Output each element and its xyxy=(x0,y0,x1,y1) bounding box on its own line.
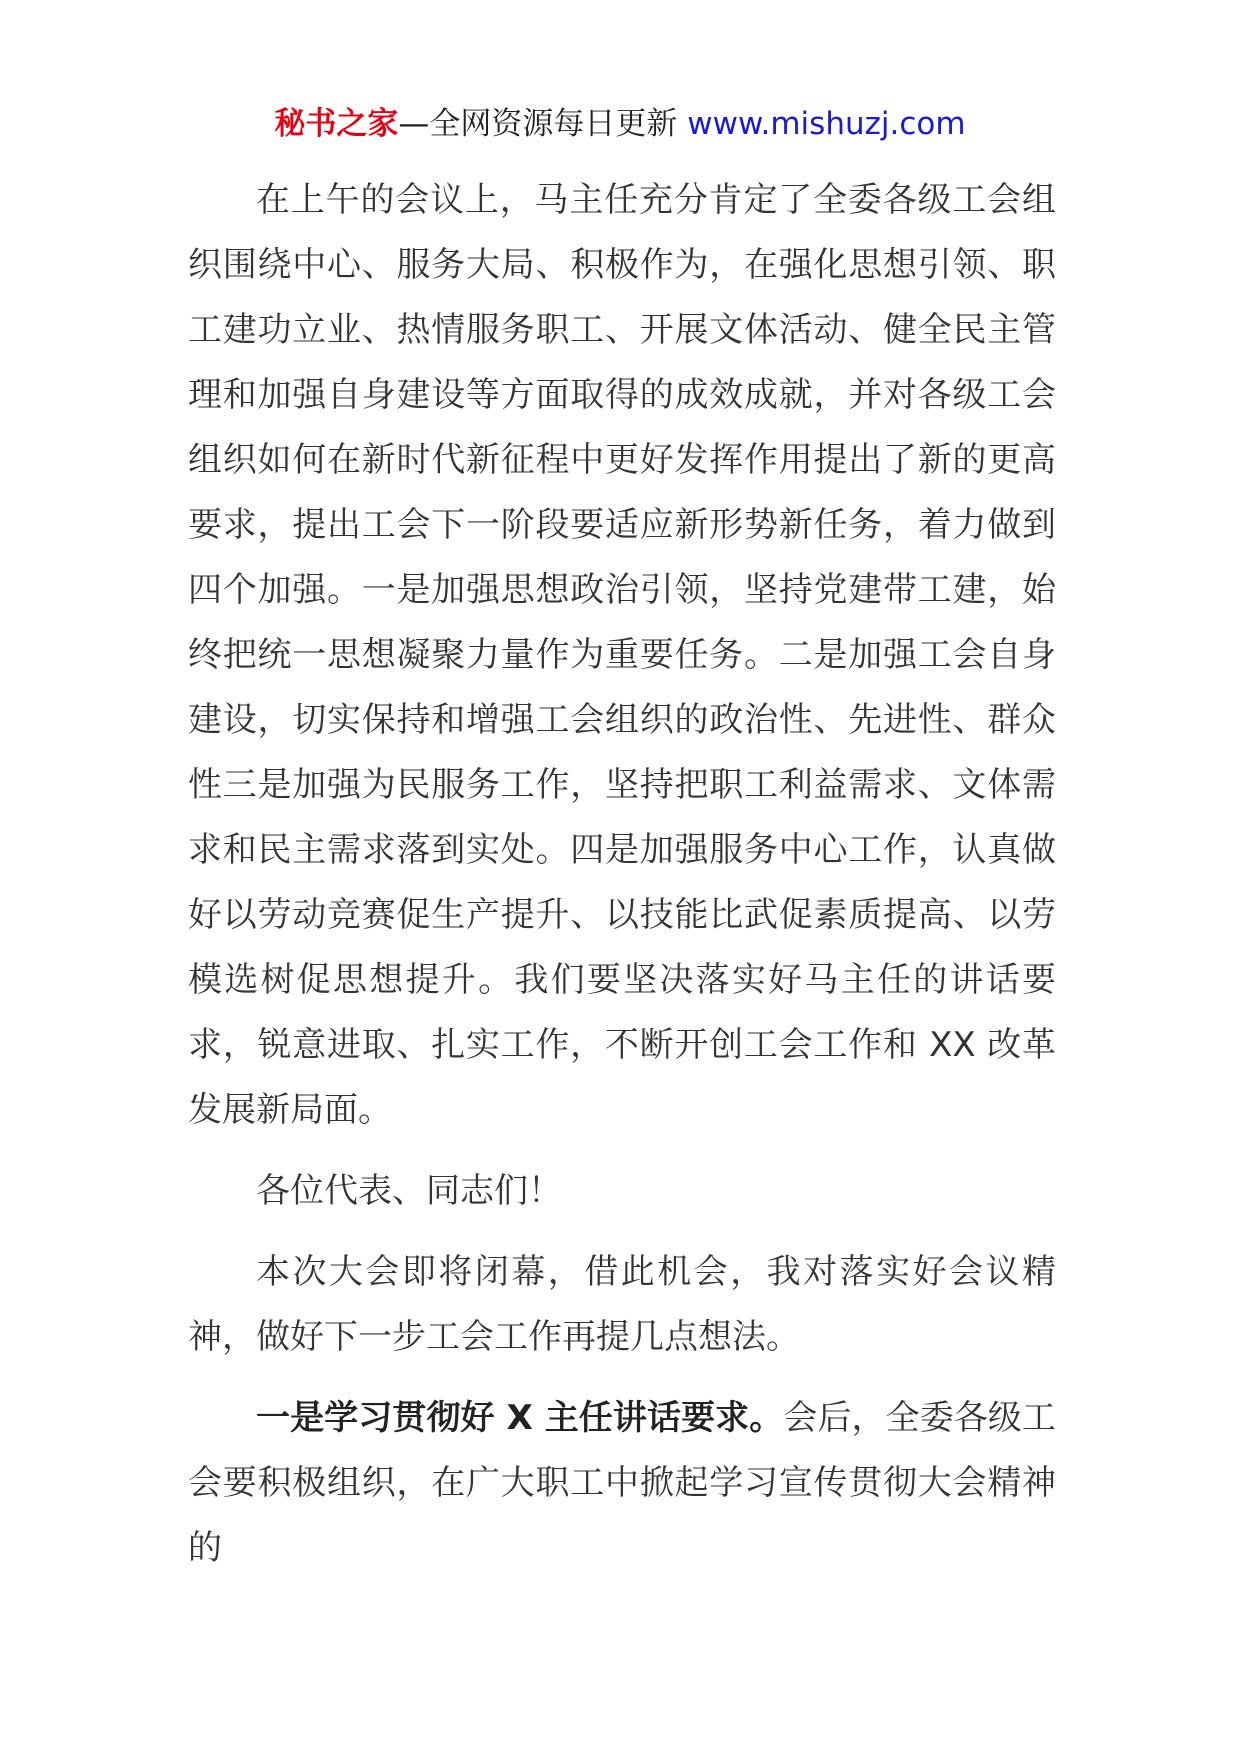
site-header xyxy=(0,104,1240,144)
paragraph-lead-heading: 一是学习贯彻好 X 主任讲话要求。 xyxy=(256,1398,784,1438)
paragraph-point-one xyxy=(188,1386,1056,1581)
document-body xyxy=(188,168,1056,1581)
paragraph-text: 本次大会即将闭幕，借此机会，我对落实好会议精神，做好下一步工会工作再提几点想法。 xyxy=(188,1252,1056,1357)
paragraph-salutation xyxy=(188,1159,1056,1224)
site-brand: 秘书之家 xyxy=(274,106,399,142)
paragraph-closing-summary xyxy=(188,168,1056,1143)
site-url-link[interactable]: www.mishuzj.com xyxy=(687,106,966,142)
paragraph-text: 会后，全委各级工会要积极组织，在广大职工中掀起学习宣传贯彻大会精神的 xyxy=(188,1398,1057,1568)
site-tagline: —全网资源每日更新 xyxy=(398,106,688,142)
paragraph-text: 在上午的会议上，马主任充分肯定了全委各级工会组织围绕中心、服务大局、积极作为，在强化思想引领、职工建功立业、热情服务职工、开展文体活动、健全民主管理和加强自身建设等方面取得的成效成就，并对各级工会组织如何在新时代新征程中更好发挥作用提出了新的更高要求，提出工会下一阶段要适应新形势新任务，着力做到四个加强。一是加强思想政治引领，坚持党建带工建，始终把统一思想凝聚力量作为重要任务。二是加强工会自身建设，切实保持和增强工会组织的政治性、先进性、群众性三是加强为民服务工作，坚持把职工利益需求、文体需求和民主需求落到实处。四是加强服务中心工作，认真做好以劳动竞赛促生产提升、以技能比武促素质提高、以劳模选树促思想提升。我们要坚决落实好马主任的讲话要求，锐意进取、扎实工作，不断开创工会工作和 XX 改革发展新局面。 xyxy=(188,180,1056,1130)
paragraph-text: 各位代表、同志们！ xyxy=(256,1171,562,1211)
paragraph-transition xyxy=(188,1240,1056,1370)
